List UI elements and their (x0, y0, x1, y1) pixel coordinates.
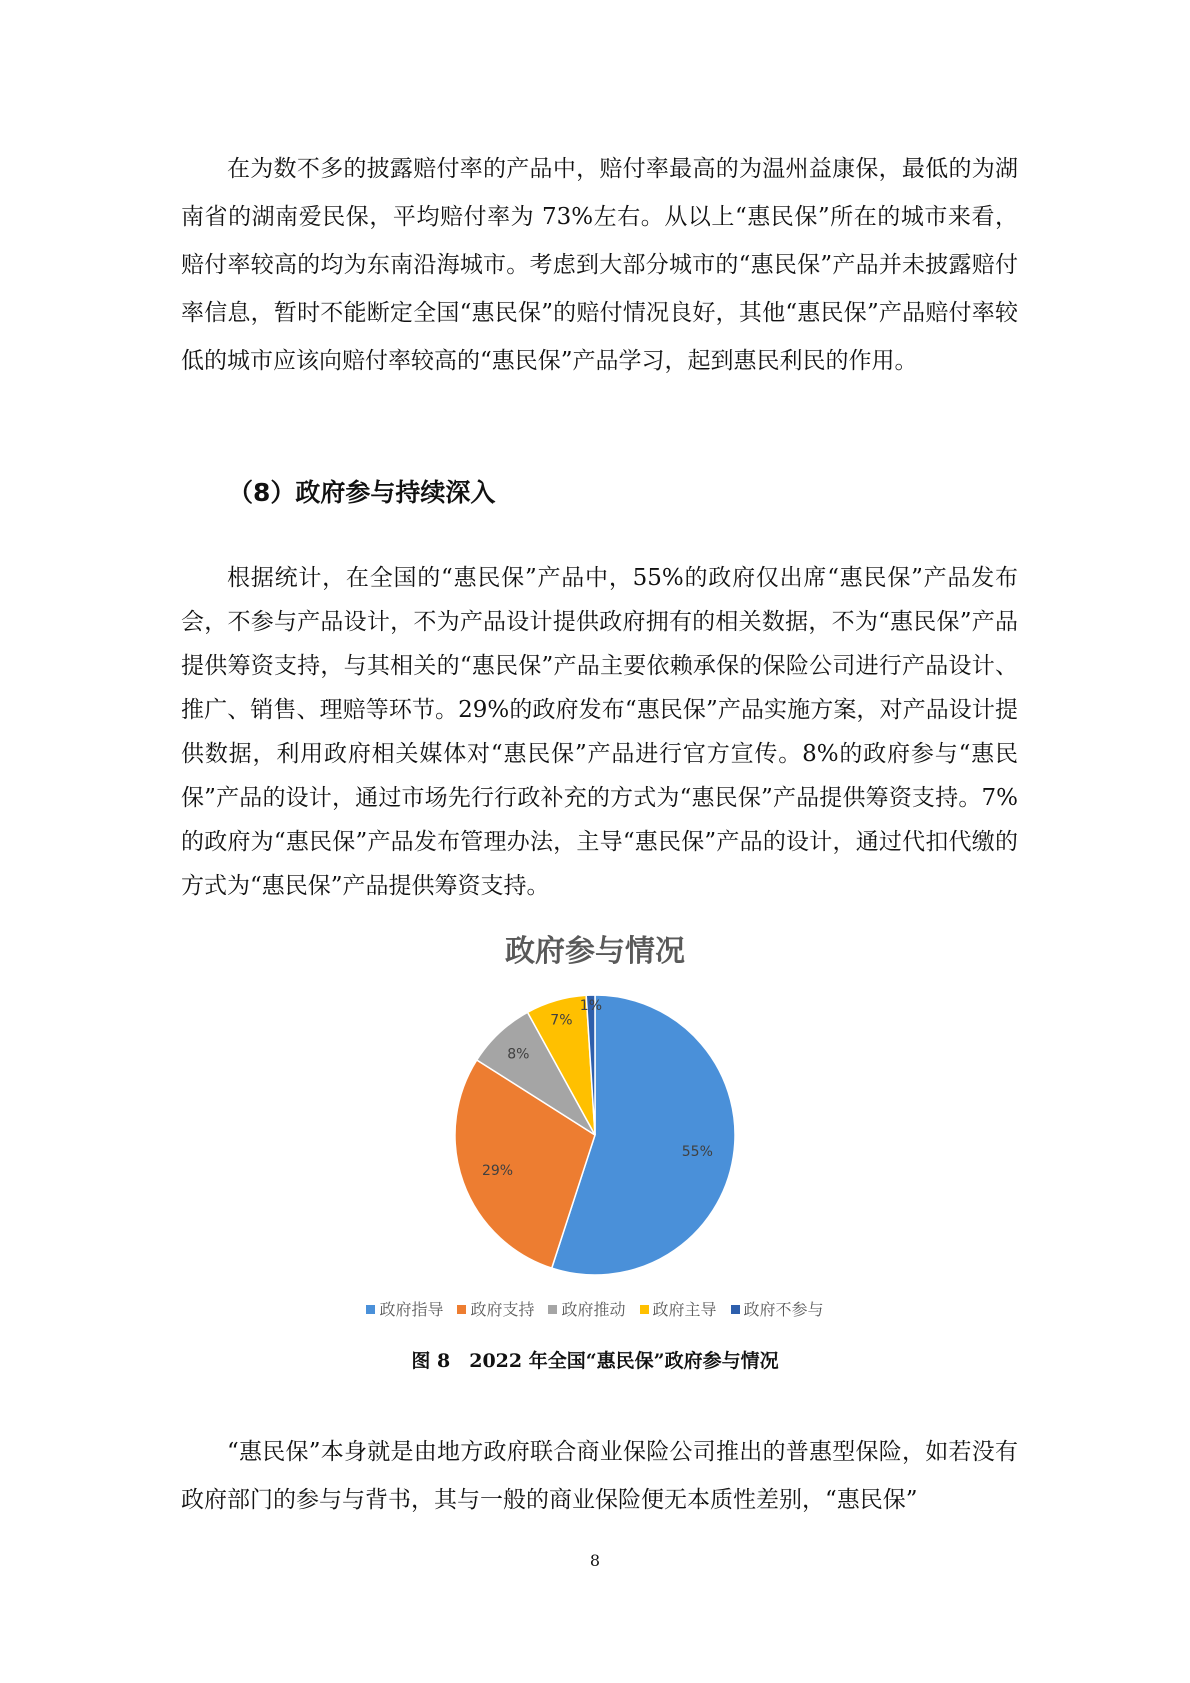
legend-item-1 (366, 1297, 443, 1320)
legend-item-5 (731, 1297, 824, 1320)
section-heading: （8）政府参与持续深入 (228, 478, 496, 507)
figure-caption: 图 8 2022 年全国“惠民保”政府参与情况 (411, 1350, 779, 1372)
pie-slice-label-4: 7% (550, 1012, 573, 1029)
chart-title: 政府参与情况 (505, 934, 685, 969)
page-number: 8 (589, 1551, 601, 1570)
pie-slice-label-3: 8% (507, 1046, 530, 1063)
legend-item-3 (548, 1297, 625, 1320)
pie-slice-label-1: 55% (681, 1144, 713, 1161)
legend-swatch (457, 1305, 466, 1314)
paragraph-government-participation: 根据统计，在全国的“惠民保”产品中，55%的政府仅出席“惠民保”产品发布会，不参与产品设计，不为产品设计提供政府拥有的相关数据，不为“惠民保”产品提供筹资支持，与其相关的“惠民保”产品主要依赖承保的保险公司进行产品设计、推广、销售、理赔等环节。29%的政府发布“惠民保”产品实施方案，对产品设计提供数据，利用政府相关媒体对“惠民保”产品进行官方宣传。8%的政府参与“惠民保”产品的设计，通过市场先行行政补充的方式为“惠民保”产品提供筹资支持。7%的政府为“惠民保”产品发布管理办法，主导“惠民保”产品的设计，通过代扣代缴的方式为“惠民保”产品提供筹资支持。 (181, 565, 1018, 899)
legend-label: 政府支持 (470, 1300, 535, 1319)
legend-label: 政府指导 (379, 1300, 444, 1319)
pie-chart (445, 985, 745, 1285)
pie-slice-label-5: 1% (579, 997, 603, 1014)
legend-swatch (548, 1305, 557, 1314)
legend-label: 政府不参与 (743, 1300, 824, 1319)
legend-label: 政府主导 (652, 1300, 717, 1319)
chart-legend (0, 1297, 1190, 1320)
paragraph-conclusion: “惠民保”本身就是由地方政府联合商业保险公司推出的普惠型保险，如若没有政府部门的参与与背书，其与一般的商业保险便无本质性差别，“惠民保” (181, 1439, 1018, 1513)
legend-swatch (366, 1305, 375, 1314)
legend-item-2 (457, 1297, 534, 1320)
pie-slice-label-2: 29% (481, 1163, 514, 1180)
paragraph-payout-rates: 在为数不多的披露赔付率的产品中，赔付率最高的为温州益康保，最低的为湖南省的湖南爱民保，平均赔付率为 73%左右。从以上“惠民保”所在的城市来看，赔付率较高的均为东南沿海城市。考虑到大部分城市的“惠民保”产品并未披露赔付率信息，暂时不能断定全国“惠民保”的赔付情况良好，其他“惠民保”产品赔付率较低的城市应该向赔付率较高的“惠民保”产品学习，起到惠民利民的作用。 (181, 156, 1018, 374)
legend-label: 政府推动 (561, 1300, 626, 1319)
legend-item-4 (640, 1297, 717, 1320)
legend-swatch (731, 1305, 740, 1314)
legend-swatch (640, 1305, 649, 1314)
